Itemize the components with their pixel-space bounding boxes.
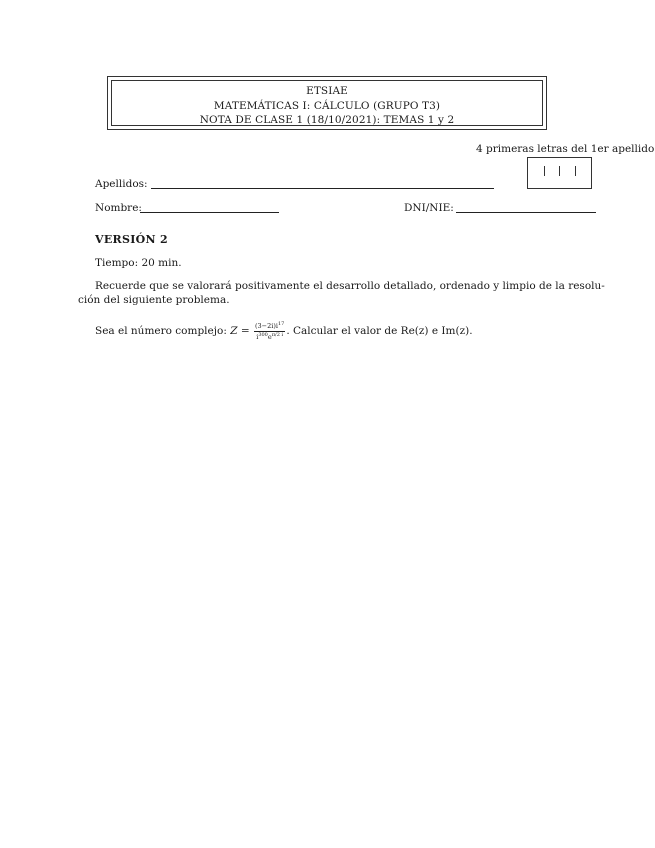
exam-title: NOTA DE CLASE 1 (18/10/2021): TEMAS 1 y 2 [199,114,455,126]
time-limit: Tiempo: 20 min. [95,257,182,269]
letter-separator [559,166,560,176]
id-field[interactable] [456,212,596,213]
name-field[interactable] [140,212,279,213]
surname-label: Apellidos: [95,178,148,190]
fraction-numerator: $(3-2i)i^{17}$ [254,320,285,330]
fraction-denominator: $i^{300}e^{\pi/2 i}$ [256,331,284,341]
complex-fraction [254,321,285,341]
header-inner-frame [111,80,543,126]
equals-sign: = [237,325,253,337]
letter-separator [544,166,545,176]
letters-caption: 4 primeras letras del 1er apellido [476,143,655,155]
variable-z: Z [230,325,238,337]
problem-intro: Sea el número complejo: [95,325,231,337]
version-heading: VERSIÓN 2 [95,233,168,246]
problem-statement [95,319,473,343]
problem-outro: . Calcular el valor de Re(z) e Im(z). [286,325,473,337]
header-box [107,76,547,130]
course-title: MATEMÁTICAS I: CÁLCULO (GRUPO T3) [213,99,441,112]
instructions-line-2: ción del siguiente problema. [78,294,230,306]
surname-letters-box[interactable] [527,157,592,189]
instructions-line-1: Recuerde que se valorará positivamente el desarrollo detallado, ordenado y limpio de la resolu- [95,280,605,292]
id-label: DNI/NIE: [404,202,454,214]
surname-field[interactable] [151,188,494,189]
name-label: Nombre: [95,202,142,214]
letter-separator [575,166,576,176]
school-name: ETSIAE [306,85,348,97]
